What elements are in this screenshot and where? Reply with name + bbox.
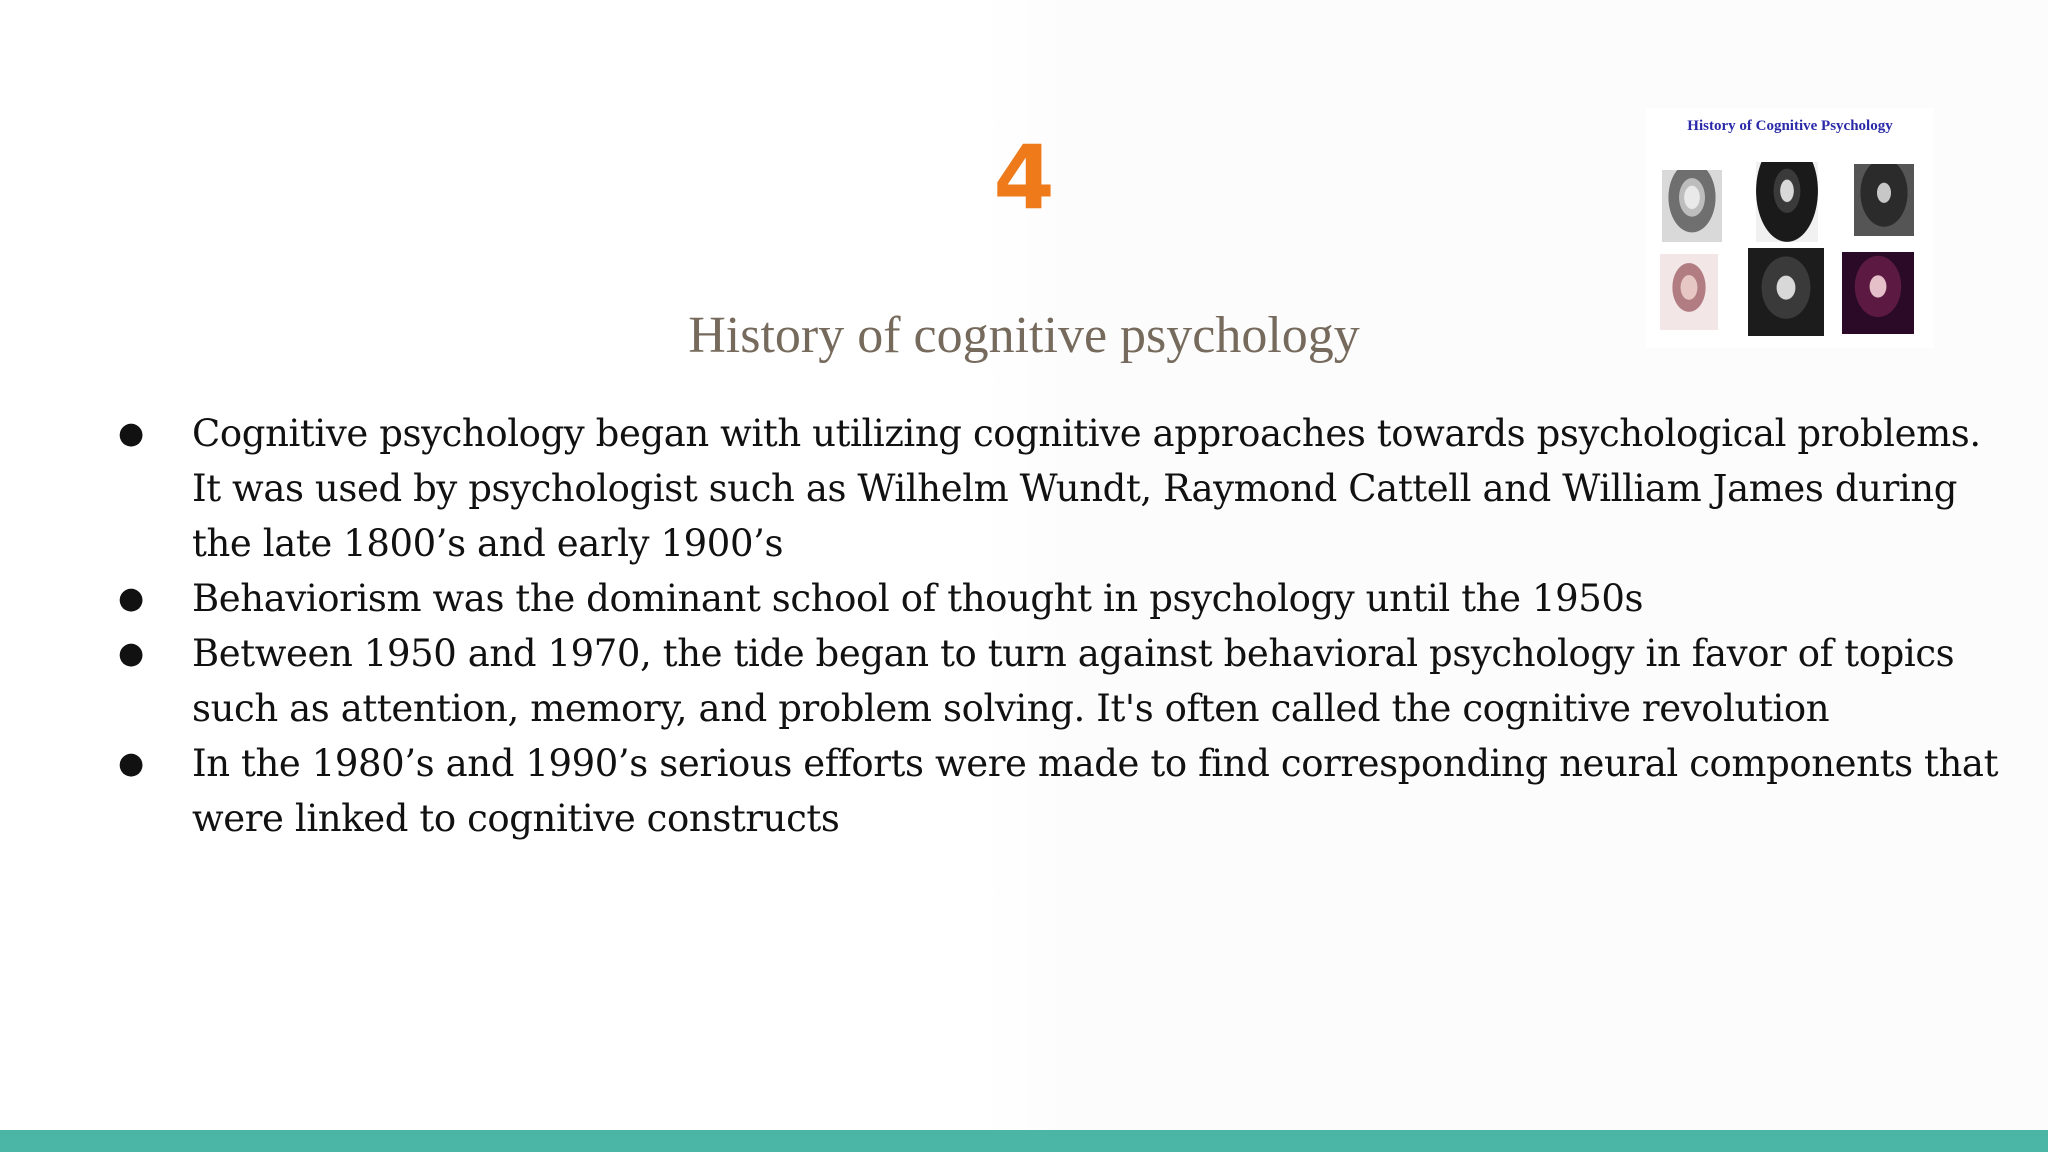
bullet-item — [112, 406, 2002, 571]
slide-number: 4 — [993, 126, 1055, 229]
bottom-accent-bar — [0, 1130, 2048, 1152]
bullet-list — [112, 406, 2002, 846]
portrait-3 — [1854, 164, 1914, 236]
bullet-icon: ● — [118, 746, 145, 781]
bullet-text: Between 1950 and 1970, the tide began to turn against behavioral psychology in favor of topics such as attention, memory, and problem solving. It's often called the cognitive revolution — [192, 632, 1955, 730]
bullet-icon: ● — [118, 416, 145, 451]
slide-title: History of cognitive psychology — [688, 307, 1360, 364]
portrait-2 — [1756, 162, 1818, 242]
history-portraits-image — [1646, 108, 1934, 348]
portrait-1 — [1662, 170, 1722, 242]
portrait-6 — [1842, 252, 1914, 334]
bullet-icon: ● — [118, 636, 145, 671]
bullet-item — [112, 736, 2002, 846]
bullet-text: Behaviorism was the dominant school of thought in psychology until the 1950s — [192, 577, 1644, 620]
portrait-5 — [1748, 248, 1824, 336]
bullet-text: Cognitive psychology began with utilizing cognitive approaches towards psychological problems. It was used by psychologist such as Wilhelm Wundt, Raymond Cattell and William James during the late 1800’s and early 1900’s — [192, 412, 1981, 565]
bullet-text: In the 1980’s and 1990’s serious efforts were made to find corresponding neural components that were linked to cognitive constructs — [192, 742, 1999, 840]
bullet-icon: ● — [118, 581, 145, 616]
bullet-item — [112, 571, 2002, 626]
inset-image-title: History of Cognitive Psychology — [1687, 118, 1893, 134]
portrait-4 — [1660, 254, 1718, 330]
bullet-item — [112, 626, 2002, 736]
